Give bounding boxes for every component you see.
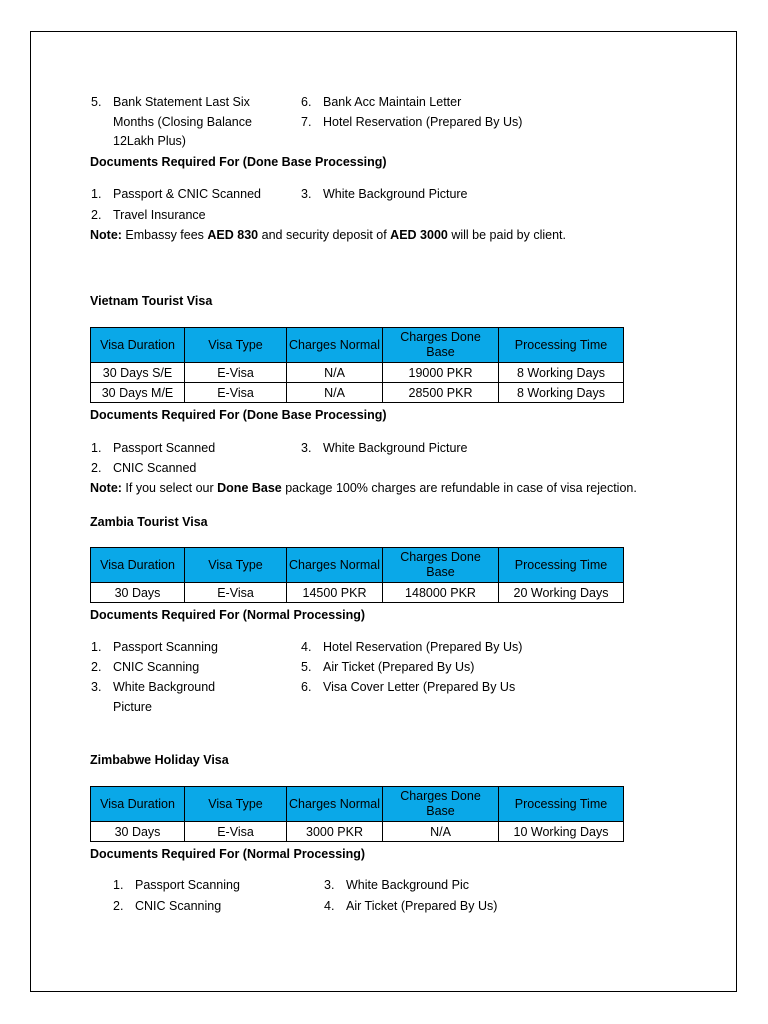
table-header: Charges Done Base	[383, 328, 499, 363]
list-item-continuation: Picture	[113, 700, 152, 714]
table-row	[91, 583, 624, 603]
table-header-row	[91, 548, 624, 583]
list-item: 5. Air Ticket (Prepared By Us)	[301, 660, 475, 674]
section-title: Vietnam Tourist Visa	[90, 294, 213, 308]
table-cell: 30 Days	[91, 583, 185, 603]
list-item: 3. White Background Picture	[301, 441, 468, 455]
table-cell: 30 Days M/E	[91, 383, 185, 403]
list-item: 3. White Background Picture	[301, 187, 468, 201]
table-cell: E-Visa	[185, 383, 287, 403]
table-header: Visa Type	[185, 787, 287, 822]
list-item: 6. Bank Acc Maintain Letter	[301, 95, 462, 109]
table-cell: 19000 PKR	[383, 363, 499, 383]
list-item: 2. CNIC Scanning	[91, 660, 200, 674]
table-row	[91, 822, 624, 842]
list-item: 1. Passport Scanned	[91, 441, 216, 455]
table-cell: E-Visa	[185, 583, 287, 603]
table-header-row	[91, 328, 624, 363]
table-header: Processing Time	[499, 787, 624, 822]
table-cell: 148000 PKR	[383, 583, 499, 603]
table-cell: 3000 PKR	[287, 822, 383, 842]
table-cell: 8 Working Days	[499, 383, 624, 403]
section-title: Zimbabwe Holiday Visa	[90, 753, 229, 767]
list-item: 5. Bank Statement Last Six	[91, 95, 250, 109]
table-cell: E-Visa	[185, 822, 287, 842]
note-text: Note: If you select our Done Base package 100% charges are refundable in case of visa rejection.	[90, 481, 637, 495]
table-header: Charges Done Base	[383, 787, 499, 822]
list-item-continuation: Months (Closing Balance	[113, 115, 252, 129]
table-cell: 28500 PKR	[383, 383, 499, 403]
list-item: 7. Hotel Reservation (Prepared By Us)	[301, 115, 523, 129]
list-item: 4. Air Ticket (Prepared By Us)	[324, 899, 498, 913]
table-cell: N/A	[287, 383, 383, 403]
table-cell: 30 Days	[91, 822, 185, 842]
list-item-continuation: 12Lakh Plus)	[113, 134, 186, 148]
docs-heading: Documents Required For (Normal Processing)	[90, 608, 366, 622]
visa-table-zambia	[90, 547, 624, 603]
table-header: Charges Normal	[287, 548, 383, 583]
section-title: Zambia Tourist Visa	[90, 515, 208, 529]
list-item: 4. Hotel Reservation (Prepared By Us)	[301, 640, 523, 654]
visa-table-zimbabwe	[90, 786, 624, 842]
table-header: Visa Type	[185, 328, 287, 363]
table-cell: E-Visa	[185, 363, 287, 383]
table-header-row	[91, 787, 624, 822]
table-cell: 10 Working Days	[499, 822, 624, 842]
table-cell: N/A	[287, 363, 383, 383]
table-cell: 14500 PKR	[287, 583, 383, 603]
table-header: Processing Time	[499, 328, 624, 363]
list-item: 3. White Background Pic	[324, 878, 469, 892]
table-row	[91, 383, 624, 403]
visa-table-vietnam	[90, 327, 624, 403]
table-header: Charges Done Base	[383, 548, 499, 583]
table-header: Visa Duration	[91, 787, 185, 822]
list-item: 2. CNIC Scanned	[91, 461, 197, 475]
list-item: 2. CNIC Scanning	[113, 899, 222, 913]
list-item: 1. Passport & CNIC Scanned	[91, 187, 261, 201]
table-cell: N/A	[383, 822, 499, 842]
table-row	[91, 363, 624, 383]
table-header: Visa Type	[185, 548, 287, 583]
table-header: Visa Duration	[91, 548, 185, 583]
list-item: 1. Passport Scanning	[113, 878, 240, 892]
list-item: 3. White Background	[91, 680, 216, 694]
docs-heading: Documents Required For (Done Base Processing)	[90, 408, 387, 422]
docs-heading: Documents Required For (Done Base Processing)	[90, 155, 387, 169]
table-header: Charges Normal	[287, 787, 383, 822]
table-cell: 8 Working Days	[499, 363, 624, 383]
note-text: Note: Embassy fees AED 830 and security deposit of AED 3000 will be paid by client.	[90, 228, 566, 242]
list-item: 2. Travel Insurance	[91, 208, 206, 222]
list-item: 6. Visa Cover Letter (Prepared By Us	[301, 680, 516, 694]
list-item: 1. Passport Scanning	[91, 640, 218, 654]
docs-heading: Documents Required For (Normal Processing)	[90, 847, 366, 861]
table-header: Visa Duration	[91, 328, 185, 363]
table-header: Processing Time	[499, 548, 624, 583]
table-cell: 30 Days S/E	[91, 363, 185, 383]
table-header: Charges Normal	[287, 328, 383, 363]
table-cell: 20 Working Days	[499, 583, 624, 603]
